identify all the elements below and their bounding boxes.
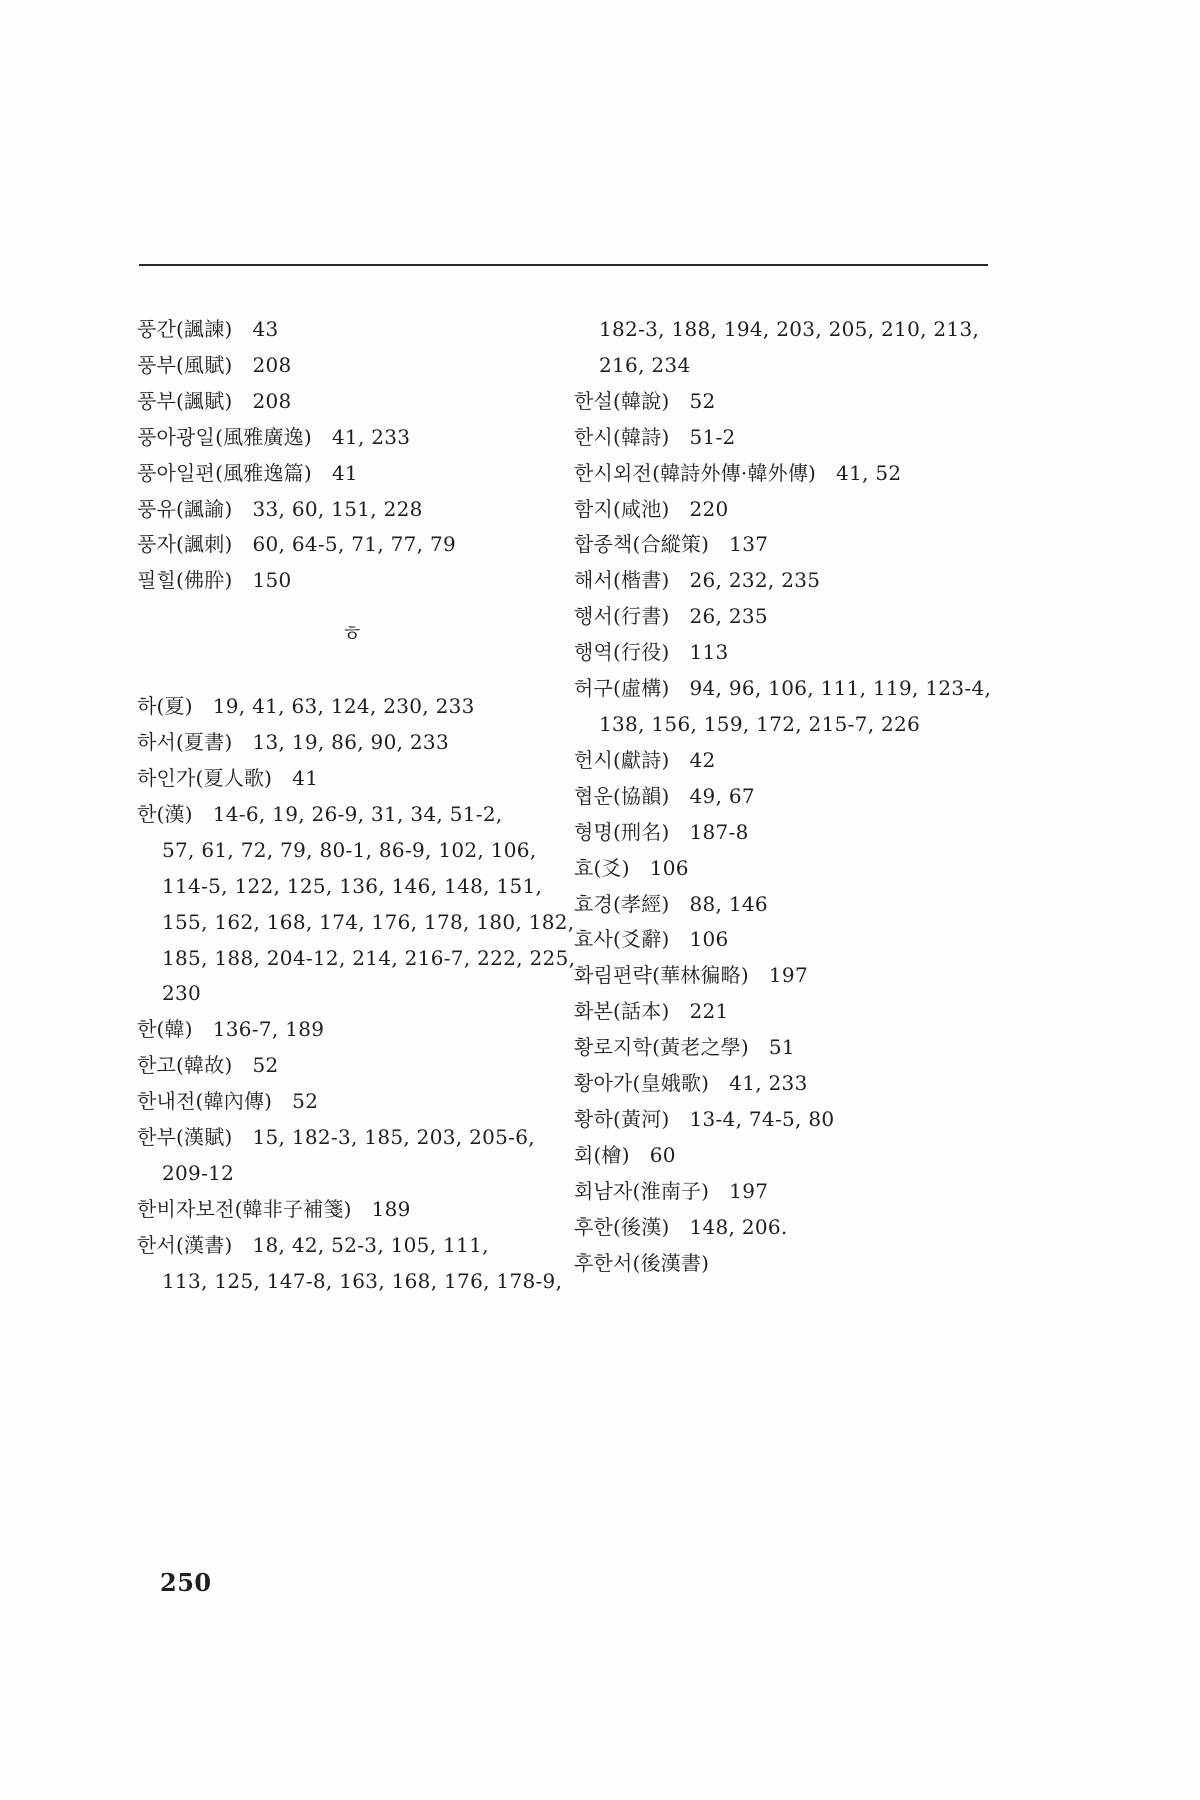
- index-pages: 41, 233: [331, 424, 411, 449]
- index-pages: 19, 41, 63, 124, 230, 233: [212, 694, 475, 719]
- index-pages: 220: [689, 496, 729, 521]
- index-entry: [574, 887, 1004, 923]
- index-term: 행역(行役): [574, 640, 670, 665]
- index-term: 필힐(佛肸): [137, 568, 233, 593]
- index-pages: 18, 42, 52-3, 105, 111,: [252, 1232, 489, 1257]
- index-pages: 52: [292, 1089, 319, 1114]
- index-entry: [574, 851, 1004, 887]
- index-pages: 26, 235: [689, 604, 768, 629]
- index-term: 효사(爻辭): [574, 927, 670, 952]
- index-entry: [574, 1030, 1004, 1066]
- index-term: 후한서(後漢書): [574, 1250, 710, 1275]
- index-pages: 197: [768, 963, 808, 988]
- index-entry: [574, 958, 1004, 994]
- index-entry: [574, 1066, 1004, 1102]
- index-term: 풍유(諷諭): [137, 496, 233, 521]
- index-pages: 33, 60, 151, 228: [252, 496, 423, 521]
- index-entry: [137, 761, 567, 797]
- index-entry: [574, 420, 1004, 456]
- index-pages: 52: [689, 388, 716, 413]
- index-term: 풍아광일(風雅廣逸): [137, 424, 312, 449]
- index-term: 화본(話本): [574, 999, 670, 1024]
- index-column-right: [574, 312, 1004, 1281]
- index-pages: 150: [252, 568, 292, 593]
- index-entry: [137, 1084, 567, 1120]
- index-term: 허구(虛構): [574, 676, 670, 701]
- index-entry: [574, 599, 1004, 635]
- index-entry: [137, 456, 567, 492]
- index-entry: [574, 492, 1004, 528]
- index-pages: 41, 52: [836, 460, 902, 485]
- index-term: 하(夏): [137, 694, 193, 719]
- index-entry: [137, 725, 567, 761]
- index-pages: 113: [689, 640, 729, 665]
- index-pages: 148, 206.: [689, 1214, 788, 1239]
- index-entry: [137, 797, 567, 833]
- index-pages: 94, 96, 106, 111, 119, 123-4,: [689, 676, 992, 701]
- index-pages: 13-4, 74-5, 80: [689, 1106, 835, 1131]
- index-pages: 106: [649, 855, 689, 880]
- index-entry: [574, 815, 1004, 851]
- index-term: 한고(韓故): [137, 1053, 233, 1078]
- index-term: 한비자보전(韓非子補箋): [137, 1196, 352, 1221]
- index-entry: [574, 1174, 1004, 1210]
- index-entry-continuation: 114-5, 122, 125, 136, 146, 148, 151,: [162, 873, 543, 898]
- index-entry: [574, 1138, 1004, 1174]
- index-entry: [574, 527, 1004, 563]
- index-pages: 49, 67: [689, 783, 755, 808]
- index-term: 풍간(諷諫): [137, 317, 233, 341]
- index-entry: [137, 1192, 567, 1228]
- index-entry-continuation: 185, 188, 204-12, 214, 216-7, 222, 225,: [162, 945, 576, 970]
- index-entry: [137, 420, 567, 456]
- index-pages: 42: [689, 747, 716, 772]
- index-term: 풍부(風賦): [137, 352, 233, 377]
- index-pages: 26, 232, 235: [689, 568, 821, 593]
- index-pages: 41, 233: [729, 1071, 808, 1096]
- index-term: 한시외전(韓詩外傳·韓外傳): [574, 460, 817, 485]
- index-term: 한설(韓說): [574, 388, 670, 413]
- index-pages: 51-2: [689, 424, 736, 449]
- index-term: 효(爻): [574, 855, 630, 880]
- index-entry: [574, 384, 1004, 420]
- index-term: 협운(協韻): [574, 783, 670, 808]
- index-entry: [137, 527, 567, 563]
- index-pages: 208: [252, 352, 292, 377]
- index-pages: 88, 146: [689, 891, 768, 916]
- index-pages: 14-6, 19, 26-9, 31, 34, 51-2,: [212, 801, 503, 826]
- index-term: 한부(漢賦): [137, 1125, 233, 1150]
- index-entry-continuation: 113, 125, 147-8, 163, 168, 176, 178-9,: [162, 1268, 563, 1293]
- page-number: 250: [160, 1568, 212, 1597]
- index-pages: 41: [292, 765, 319, 790]
- index-entry: [137, 1120, 567, 1156]
- index-entry: [574, 563, 1004, 599]
- index-entry-continuation: 138, 156, 159, 172, 215-7, 226: [599, 711, 921, 736]
- index-term: 한(韓): [137, 1017, 193, 1042]
- index-entry-continuation: 209-12: [162, 1160, 235, 1185]
- index-pages: 221: [689, 999, 729, 1024]
- index-entry: [137, 689, 567, 725]
- index-entry-continuation: 57, 61, 72, 79, 80-1, 86-9, 102, 106,: [162, 837, 537, 862]
- entries-after-heading: [137, 689, 576, 1299]
- index-term: 황로지학(黃老之學): [574, 1035, 749, 1060]
- index-term: 하인가(夏人歌): [137, 765, 273, 790]
- index-term: 한시(韓詩): [574, 424, 670, 449]
- index-term: 한내전(韓內傳): [137, 1089, 273, 1114]
- index-pages: 51: [768, 1035, 795, 1060]
- index-pages: 137: [729, 532, 769, 557]
- index-pages: 208: [252, 388, 292, 413]
- index-term: 후한(後漢): [574, 1214, 670, 1239]
- index-term: 행서(行書): [574, 604, 670, 629]
- index-entry: [574, 456, 1004, 492]
- index-term: 회남자(淮南子): [574, 1178, 710, 1203]
- index-term: 효경(孝經): [574, 891, 670, 916]
- index-entry: [137, 1228, 567, 1264]
- index-entry: [137, 563, 567, 599]
- index-pages: 187-8: [689, 819, 749, 844]
- index-entry: [137, 1012, 567, 1048]
- section-heading: ㅎ: [341, 622, 363, 648]
- index-pages: 60: [649, 1142, 676, 1167]
- index-entry: [574, 922, 1004, 958]
- index-pages: 43: [252, 317, 279, 341]
- index-entry-continuation: 230: [162, 981, 202, 1006]
- index-entry: [574, 779, 1004, 815]
- index-entry: [574, 1246, 1004, 1282]
- index-pages: 60, 64-5, 71, 77, 79: [252, 532, 457, 557]
- index-pages: 13, 19, 86, 90, 233: [252, 730, 449, 755]
- index-term: 한서(漢書): [137, 1232, 233, 1257]
- index-entry-continuation: 216, 234: [599, 352, 691, 377]
- index-pages: 197: [729, 1178, 769, 1203]
- index-pages: 136-7, 189: [212, 1017, 325, 1042]
- index-pages: 52: [252, 1053, 279, 1078]
- index-pages: 41: [331, 460, 358, 485]
- index-entry: [137, 312, 567, 348]
- index-entry: [574, 994, 1004, 1030]
- header-rule: [139, 264, 988, 266]
- index-term: 풍아일편(風雅逸篇): [137, 460, 312, 485]
- index-term: 풍자(諷刺): [137, 532, 233, 557]
- index-pages: 15, 182-3, 185, 203, 205-6,: [252, 1125, 535, 1150]
- index-entry: [574, 1210, 1004, 1246]
- index-term: 함지(咸池): [574, 496, 670, 521]
- index-entry-continuation: 182-3, 188, 194, 203, 205, 210, 213,: [599, 317, 980, 341]
- index-entry: [137, 348, 567, 384]
- index-entry-continuation: 155, 162, 168, 174, 176, 178, 180, 182,: [162, 909, 575, 934]
- index-term: 한(漢): [137, 801, 193, 826]
- index-term: 화림편략(華林徧略): [574, 963, 749, 988]
- index-term: 합종책(合縱策): [574, 532, 710, 557]
- index-column-left: [137, 312, 576, 1300]
- entries-before-heading: [137, 312, 567, 599]
- index-term: 풍부(諷賦): [137, 388, 233, 413]
- index-entry: [137, 384, 567, 420]
- index-pages: 189: [371, 1196, 411, 1221]
- index-term: 형명(刑名): [574, 819, 670, 844]
- index-entry: [574, 671, 1004, 707]
- index-entry: [574, 635, 1004, 671]
- index-term: 회(檜): [574, 1142, 630, 1167]
- index-term: 헌시(獻詩): [574, 747, 670, 772]
- index-entry: [137, 492, 567, 528]
- index-pages: 106: [689, 927, 729, 952]
- index-term: 황하(黃河): [574, 1106, 670, 1131]
- index-entry: [137, 1048, 567, 1084]
- index-term: 해서(楷書): [574, 568, 670, 593]
- index-term: 황아가(皇娥歌): [574, 1071, 710, 1096]
- right-entries: [574, 312, 1004, 1281]
- index-entry: [574, 743, 1004, 779]
- index-term: 하서(夏書): [137, 730, 233, 755]
- index-entry: [574, 1102, 1004, 1138]
